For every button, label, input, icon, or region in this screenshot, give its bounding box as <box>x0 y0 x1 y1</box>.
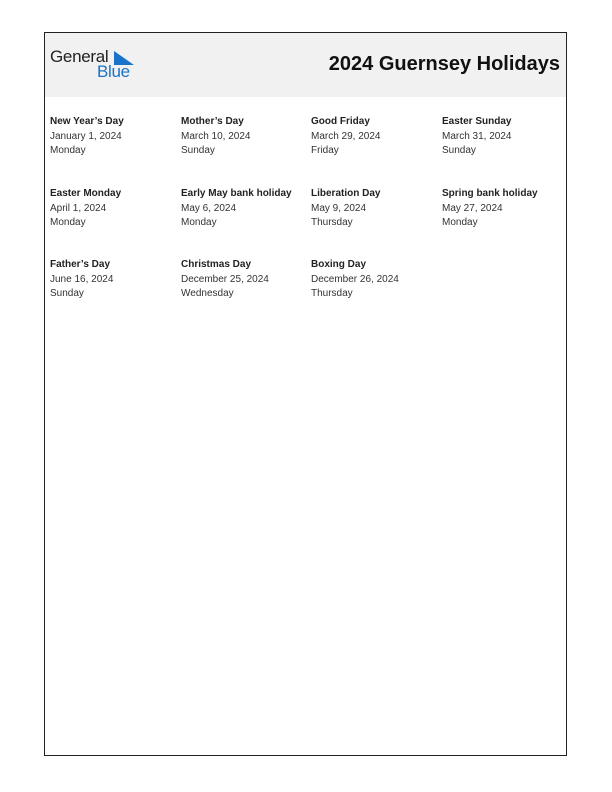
holiday-weekday: Monday <box>442 217 478 228</box>
holiday-item <box>442 187 570 231</box>
holiday-date: April 1, 2024 <box>50 202 107 214</box>
holiday-date: March 10, 2024 <box>181 130 251 142</box>
holiday-name: Good Friday <box>311 116 370 127</box>
holiday-item <box>181 187 309 231</box>
holiday-date: January 1, 2024 <box>50 130 122 142</box>
holiday-item <box>181 115 309 159</box>
holiday-date: December 26, 2024 <box>311 273 399 285</box>
holiday-weekday: Thursday <box>311 217 353 228</box>
holiday-name: Father’s Day <box>50 259 111 270</box>
holiday-item <box>311 258 439 302</box>
holiday-weekday: Monday <box>181 217 217 228</box>
holiday-name: Mother’s Day <box>181 116 244 127</box>
holiday-date: March 31, 2024 <box>442 130 512 142</box>
page-frame <box>44 32 567 756</box>
holiday-date: March 29, 2024 <box>311 130 381 142</box>
holiday-date: May 6, 2024 <box>181 202 237 214</box>
holiday-date: December 25, 2024 <box>181 273 269 285</box>
holiday-date: June 16, 2024 <box>50 273 114 285</box>
holiday-weekday: Thursday <box>311 288 353 299</box>
holiday-item <box>50 115 178 159</box>
logo-text-blue: Blue <box>97 62 130 81</box>
holiday-weekday: Monday <box>50 145 86 156</box>
holiday-weekday: Sunday <box>181 145 215 156</box>
holiday-weekday: Sunday <box>50 288 84 299</box>
holiday-item <box>181 258 309 302</box>
holiday-weekday: Friday <box>311 145 339 156</box>
holiday-item <box>50 258 178 302</box>
header-band <box>45 33 566 97</box>
holiday-item <box>311 115 439 159</box>
holiday-item <box>442 115 570 159</box>
holiday-weekday: Wednesday <box>181 288 234 299</box>
holiday-name: Liberation Day <box>311 188 381 199</box>
logo-text-general: General <box>50 47 109 66</box>
holiday-name: Spring bank holiday <box>442 188 538 199</box>
holiday-weekday: Monday <box>50 217 86 228</box>
holiday-item <box>311 187 439 231</box>
holiday-date: May 9, 2024 <box>311 202 367 214</box>
holiday-date: May 27, 2024 <box>442 202 503 214</box>
holiday-name: Christmas Day <box>181 259 252 270</box>
generalblue-logo <box>50 47 140 83</box>
holiday-name: New Year’s Day <box>50 116 124 127</box>
page-title: 2024 Guernsey Holidays <box>328 53 560 75</box>
holiday-name: Early May bank holiday <box>181 188 292 199</box>
holiday-name: Boxing Day <box>311 259 367 270</box>
holiday-item <box>50 187 178 231</box>
holiday-name: Easter Monday <box>50 188 122 199</box>
holiday-name: Easter Sunday <box>442 116 512 127</box>
holiday-weekday: Sunday <box>442 145 476 156</box>
